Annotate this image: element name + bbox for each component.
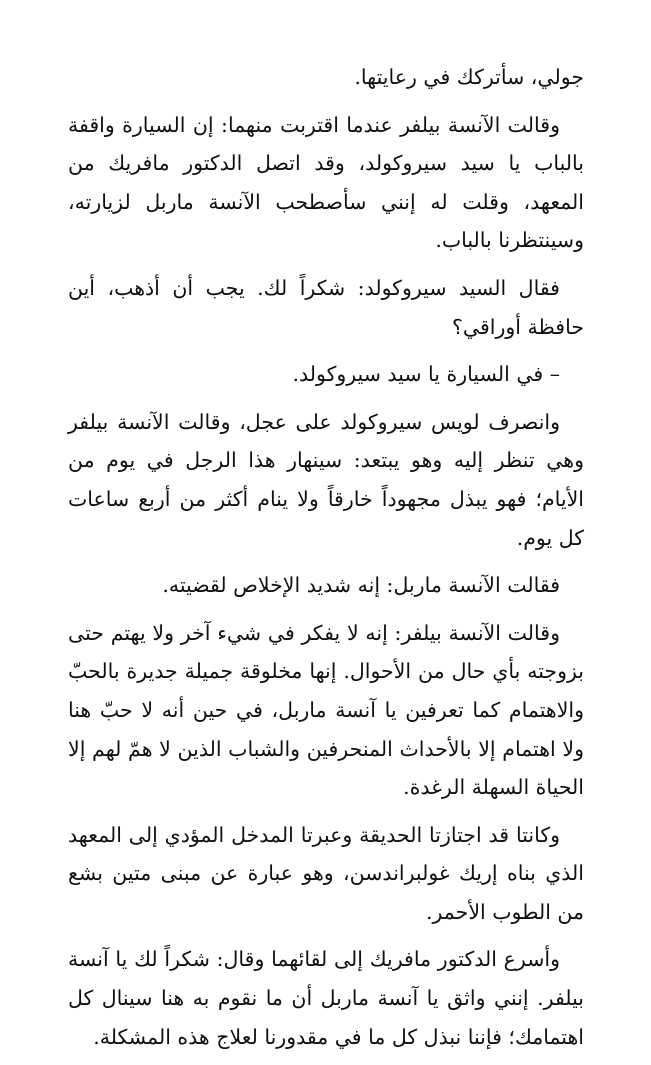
paragraph: فقال السيد سيروكولد: شكراً لك. يجب أن أذهب، أين حافظة أوراقي؟ (68, 275, 584, 339)
paragraph: فقالت الآنسة ماربل: إنه شديد الإخلاص لقضيته. (162, 573, 560, 598)
paragraph: وقالت الآنسة بيلفر عندما اقتربت منهما: إن السيارة واقفة بالباب يا سيد سيروكولد، وقد اتصل الدكتور مافريك من المعهد، وقلت له إنني سأصطحب الآنسة ماربل لزيارته، وسينتظرنا بالباب. (68, 112, 584, 253)
paragraph: – في السيارة يا سيد سيروكولد. (292, 362, 560, 387)
paragraph: وقالت الآنسة بيلفر: إنه لا يفكر في شيء آخر ولا يهتم حتى بزوجته بأي حال من الأحوال. إنها مخلوقة جميلة جديرة بالحبّ والاهتمام كما تعرفين يا آنسة ماربل، في حين أنه لا حبّ هنا ولا اهتمام إلا بالأحداث المنحرفين والشباب الذين لا همّ لهم إلا الحياة السهلة الرغدة. (68, 620, 584, 800)
paragraph: وانصرف لويس سيروكولد على عجل، وقالت الآنسة بيلفر وهي تنظر إليه وهو يبتعد: سينهار هذا الرجل في يوم من الأيام؛ فهو يبذل مجهوداً خارقاً ولا ينام أكثر من أربع ساعات كل يوم. (68, 409, 584, 550)
paragraph: وكانتا قد اجتازتا الحديقة وعبرتا المدخل المؤدي إلى المعهد الذي بناه إريك غولبراندسن، وهو عبارة عن مبنى متين بشع من الطوب الأحمر. (68, 822, 584, 924)
paragraph: وأسرع الدكتور مافريك إلى لقائهما وقال: شكراً لك يا آنسة بيلفر. إنني واثق يا آنسة ماربل أن ما نقوم به هنا سينال كل اهتمامك؛ فإننا نبذل كل ما في مقدورنا لعلاج هذه المشكلة. (68, 947, 584, 1049)
page-text-body (68, 58, 584, 1065)
paragraph: جولي، سأتركك في رعايتها. (354, 65, 584, 89)
